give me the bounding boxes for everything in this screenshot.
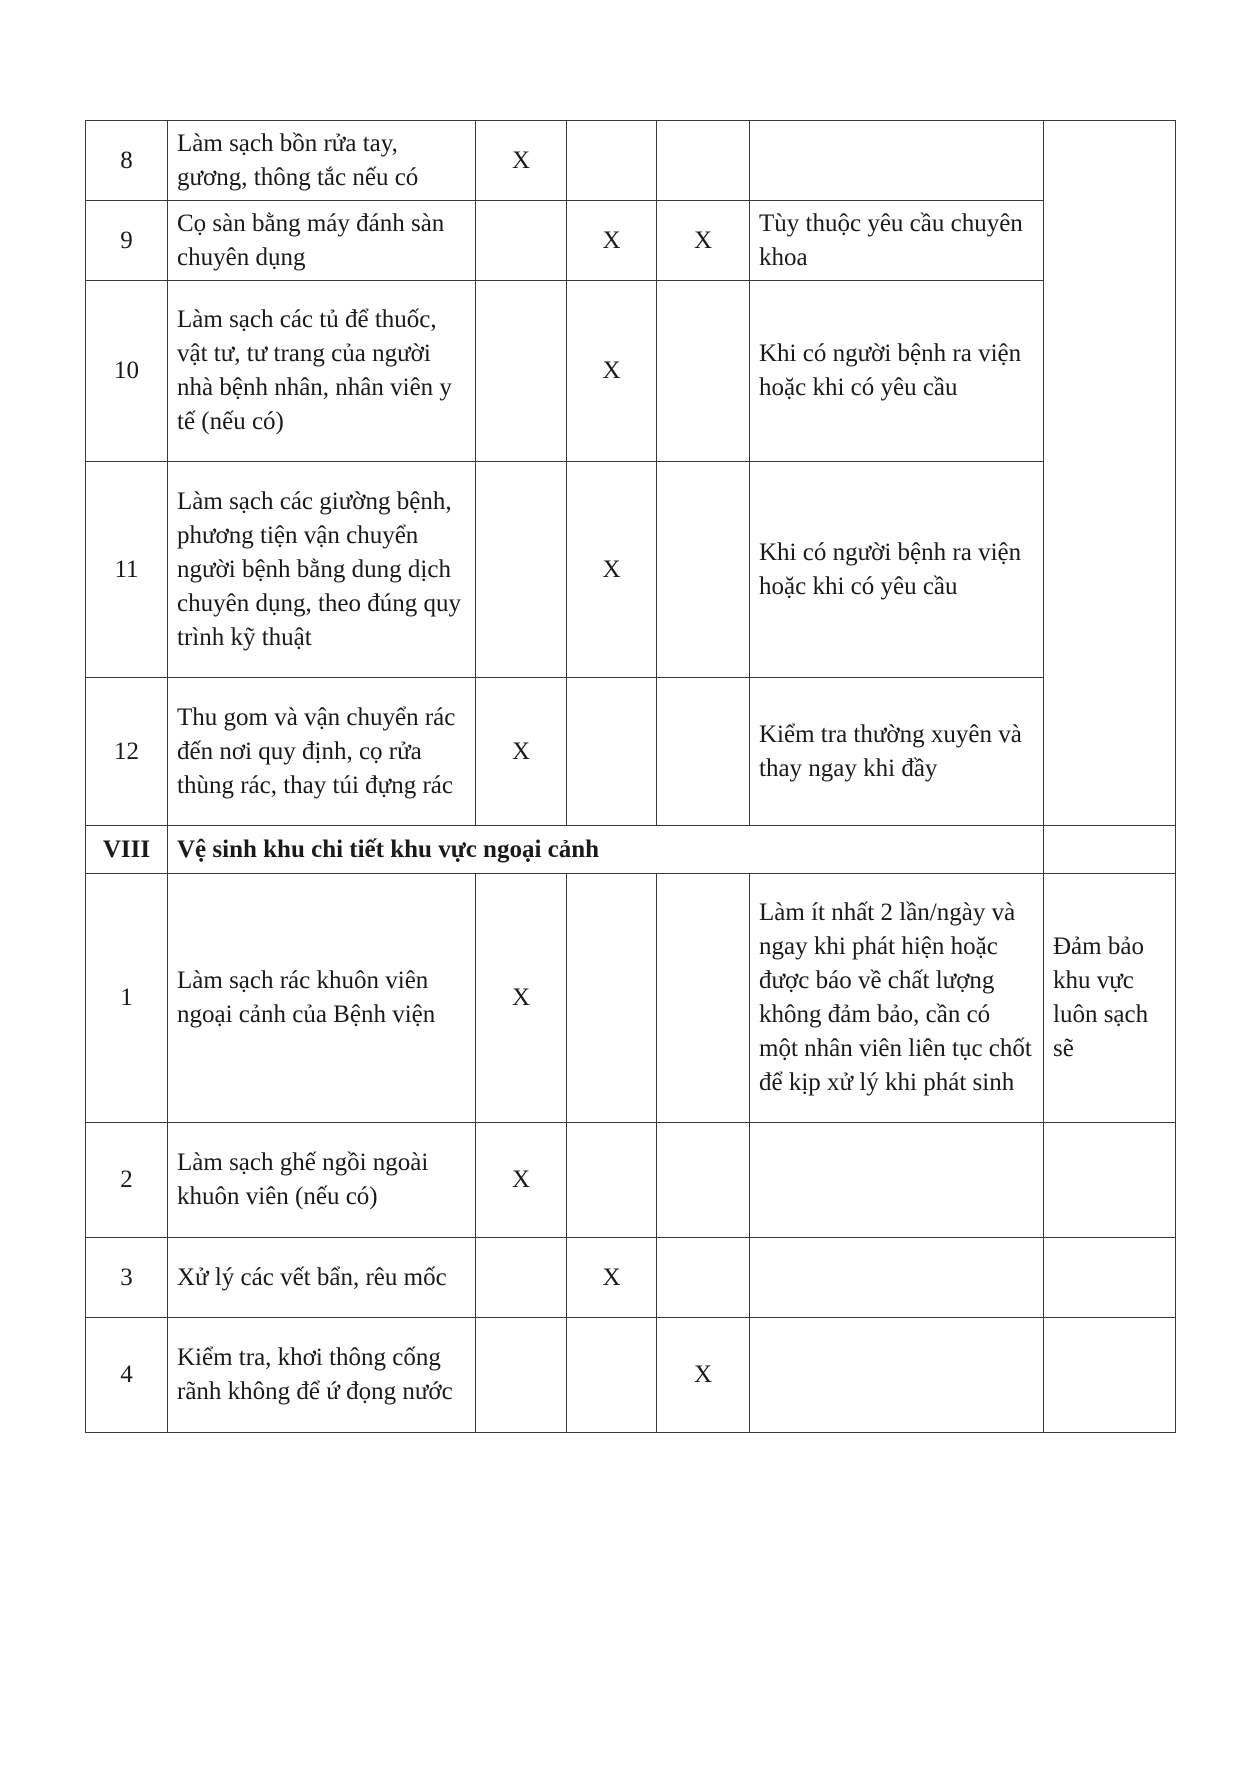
- requirement-text: [1044, 1123, 1176, 1238]
- frequency-mark: [657, 281, 750, 462]
- empty-cell: [1044, 826, 1176, 874]
- task-note: [750, 121, 1044, 201]
- task-description: Làm sạch các giường bệnh, phương tiện vận chuyển người bệnh bằng dung dịch chuyên dụng, theo đúng quy trình kỹ thuật: [168, 462, 476, 678]
- frequency-mark: [476, 462, 567, 678]
- frequency-mark: X: [567, 462, 657, 678]
- table-row: [86, 121, 1176, 201]
- task-description: Thu gom và vận chuyển rác đến nơi quy định, cọ rửa thùng rác, thay túi đựng rác: [168, 678, 476, 826]
- frequency-mark: X: [657, 1318, 750, 1433]
- frequency-mark: [657, 678, 750, 826]
- frequency-mark: [657, 1238, 750, 1318]
- row-number: 4: [86, 1318, 168, 1433]
- frequency-mark: [476, 1318, 567, 1433]
- document-page: [85, 120, 1175, 1433]
- row-number: 3: [86, 1238, 168, 1318]
- frequency-mark: X: [476, 874, 567, 1123]
- frequency-mark: [567, 1318, 657, 1433]
- task-description: Làm sạch ghế ngồi ngoài khuôn viên (nếu có): [168, 1123, 476, 1238]
- frequency-mark: [476, 1238, 567, 1318]
- task-note: Làm ít nhất 2 lần/ngày và ngay khi phát hiện hoặc được báo về chất lượng không đảm bảo, cần có một nhân viên liên tục chốt để kịp xử lý khi phát sinh: [750, 874, 1044, 1123]
- row-number: 11: [86, 462, 168, 678]
- section-number: VIII: [86, 826, 168, 874]
- task-note: [750, 1238, 1044, 1318]
- table-row: [86, 1318, 1176, 1433]
- frequency-mark: X: [476, 678, 567, 826]
- task-description: Xử lý các vết bẩn, rêu mốc: [168, 1238, 476, 1318]
- section-header-row: [86, 826, 1176, 874]
- table-row: [86, 201, 1176, 281]
- frequency-mark: [657, 121, 750, 201]
- table-row: [86, 678, 1176, 826]
- requirement-cell: [1044, 121, 1176, 826]
- frequency-mark: [567, 874, 657, 1123]
- requirement-text: [1044, 1238, 1176, 1318]
- frequency-mark: X: [657, 201, 750, 281]
- frequency-mark: X: [567, 1238, 657, 1318]
- row-number: 10: [86, 281, 168, 462]
- row-number: 2: [86, 1123, 168, 1238]
- section-title: Vệ sinh khu chi tiết khu vực ngoại cảnh: [168, 826, 1044, 874]
- frequency-mark: [476, 201, 567, 281]
- frequency-mark: [567, 121, 657, 201]
- frequency-mark: [476, 281, 567, 462]
- frequency-mark: [657, 874, 750, 1123]
- row-number: 1: [86, 874, 168, 1123]
- task-note: Tùy thuộc yêu cầu chuyên khoa: [750, 201, 1044, 281]
- task-note: Khi có người bệnh ra viện hoặc khi có yêu cầu: [750, 462, 1044, 678]
- task-note: Kiểm tra thường xuyên và thay ngay khi đầy: [750, 678, 1044, 826]
- frequency-mark: X: [567, 281, 657, 462]
- task-description: Kiểm tra, khơi thông cống rãnh không để ứ đọng nước: [168, 1318, 476, 1433]
- task-description: Làm sạch rác khuôn viên ngoại cảnh của Bệnh viện: [168, 874, 476, 1123]
- task-description: Cọ sàn bằng máy đánh sàn chuyên dụng: [168, 201, 476, 281]
- frequency-mark: [567, 678, 657, 826]
- task-note: [750, 1318, 1044, 1433]
- table-row: [86, 462, 1176, 678]
- requirement-text: Đảm bảo khu vực luôn sạch sẽ: [1044, 874, 1176, 1123]
- table-row: [86, 874, 1176, 1123]
- frequency-mark: X: [476, 1123, 567, 1238]
- task-note: [750, 1123, 1044, 1238]
- frequency-mark: [567, 1123, 657, 1238]
- table-row: [86, 1123, 1176, 1238]
- row-number: 9: [86, 201, 168, 281]
- task-note: Khi có người bệnh ra viện hoặc khi có yêu cầu: [750, 281, 1044, 462]
- requirement-text: [1044, 1318, 1176, 1433]
- table-row: [86, 1238, 1176, 1318]
- task-description: Làm sạch bồn rửa tay, gương, thông tắc nếu có: [168, 121, 476, 201]
- task-table: [85, 120, 1176, 1433]
- task-description: Làm sạch các tủ để thuốc, vật tư, tư trang của người nhà bệnh nhân, nhân viên y tế (nếu có): [168, 281, 476, 462]
- table-row: [86, 281, 1176, 462]
- frequency-mark: [657, 1123, 750, 1238]
- frequency-mark: X: [567, 201, 657, 281]
- row-number: 12: [86, 678, 168, 826]
- frequency-mark: X: [476, 121, 567, 201]
- row-number: 8: [86, 121, 168, 201]
- frequency-mark: [657, 462, 750, 678]
